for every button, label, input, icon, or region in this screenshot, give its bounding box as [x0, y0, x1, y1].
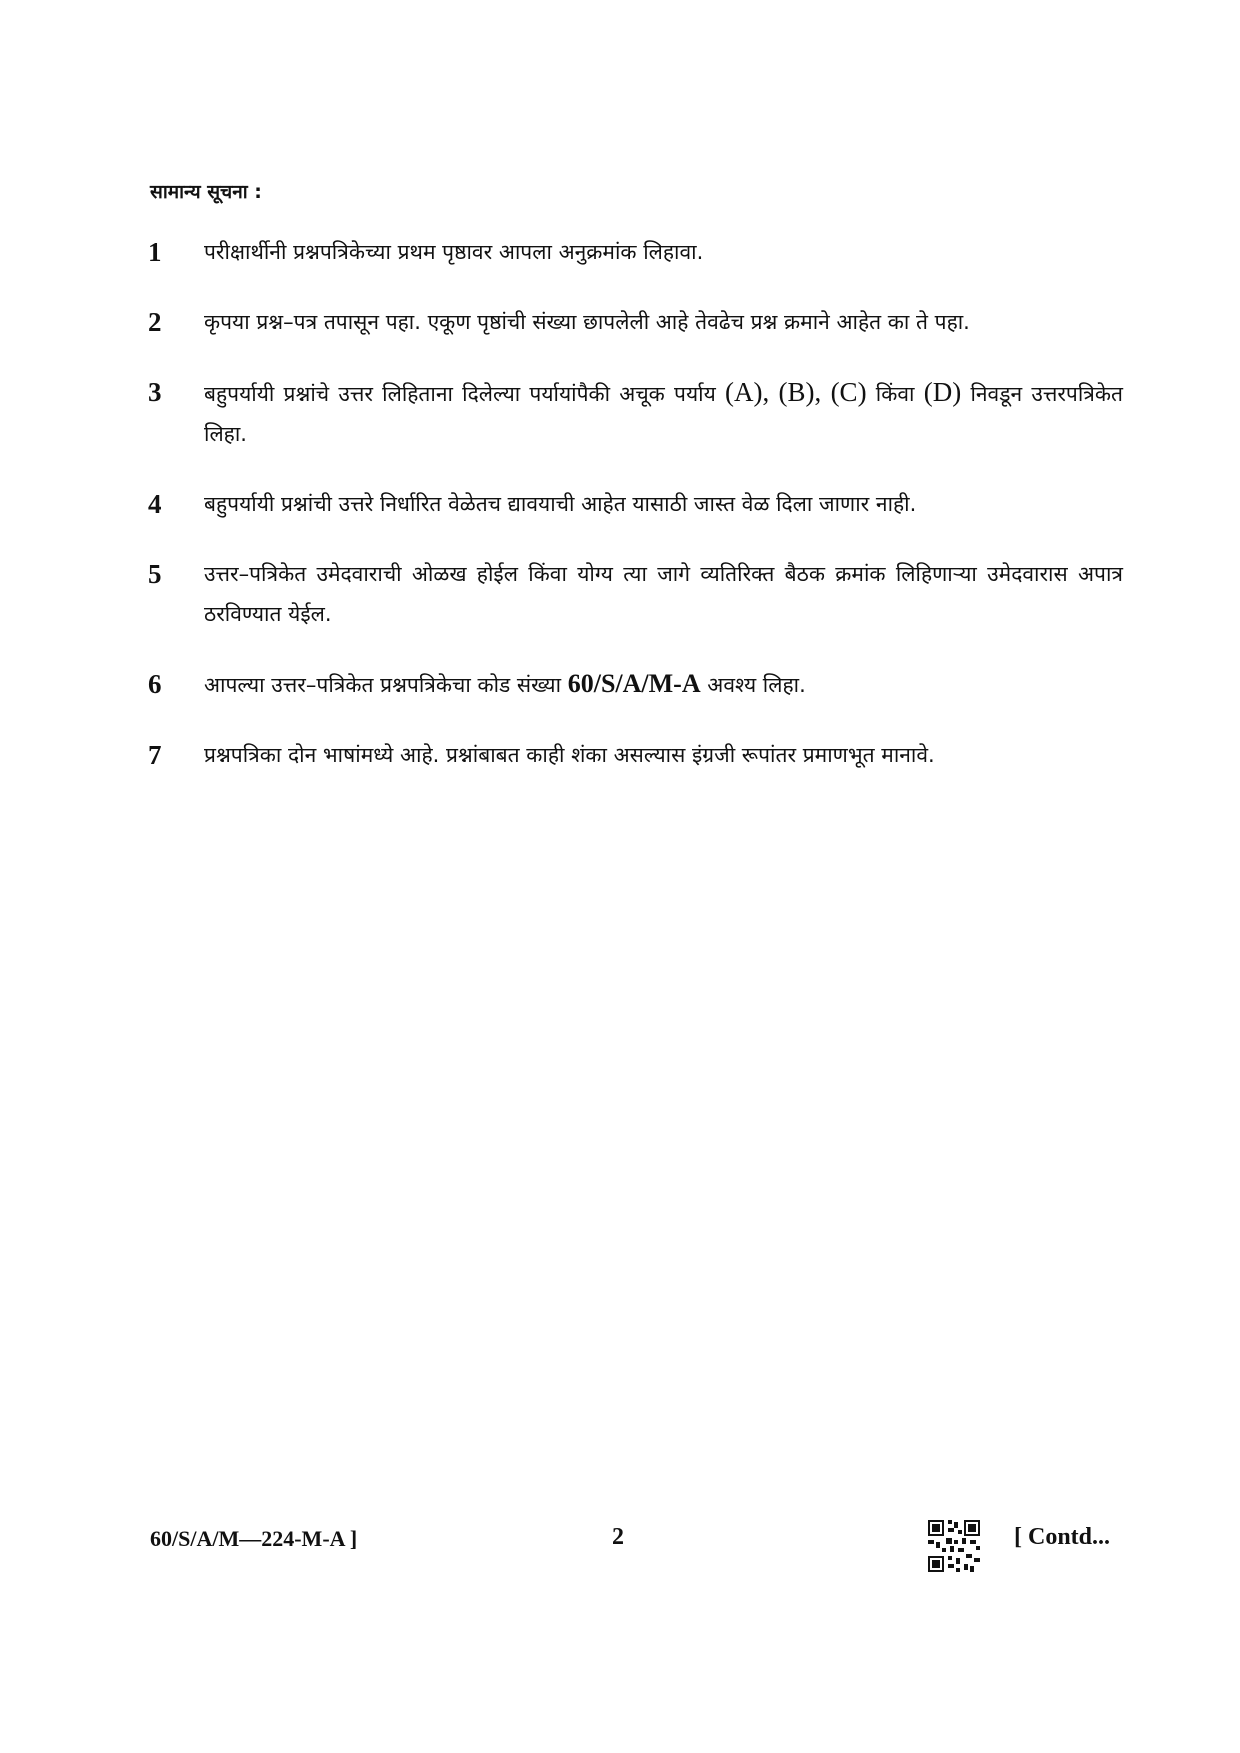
instruction-item [148, 302, 1123, 342]
instruction-number: 4 [148, 489, 162, 519]
instruction-item [148, 554, 1123, 634]
instruction-text: उत्तर–पत्रिकेत उमेदवाराची ओळख होईल किंवा योग्य त्या जागे व्यतिरिक्त बैठक क्रमांक लिहिणाऱ्या उमेदवारास अपात्र ठरविण्यात येईल. [204, 562, 1123, 626]
instruction-text-part: किंवा [875, 382, 915, 406]
footer-paper-code: 60/S/A/M—224-M-A ] [150, 1526, 358, 1551]
instruction-item [148, 484, 1123, 524]
instruction-item [148, 232, 1123, 272]
instruction-item [148, 664, 1123, 705]
instruction-number: 2 [148, 307, 162, 337]
instruction-number: 6 [148, 669, 162, 699]
instructions-heading: सामान्य सूचना : [150, 181, 262, 203]
instruction-text-part: निवडून उत्तरपत्रिकेत लिहा. [204, 382, 1123, 446]
instruction-item [148, 735, 1123, 775]
question-paper-code: 60/S/A/M-A [567, 669, 701, 698]
instruction-text: कृपया प्रश्न–पत्र तपासून पहा. एकूण पृष्ठांची संख्या छापलेली आहे तेवढेच प्रश्न क्रमाने आहेत का ते पहा. [204, 310, 970, 334]
instruction-text: परीक्षार्थीनी प्रश्नपत्रिकेच्या प्रथम पृष्ठावर आपला अनुक्रमांक लिहावा. [204, 240, 704, 264]
instruction-text-part: आपल्या उत्तर–पत्रिकेत प्रश्नपत्रिकेचा कोड संख्या [204, 673, 562, 697]
instruction-text: बहुपर्यायी प्रश्नांची उत्तरे निर्धारित वेळेतच द्यावयाची आहेत यासाठी जास्त वेळ दिला जाणार नाही. [204, 492, 917, 516]
instruction-text-part: बहुपर्यायी प्रश्नांचे उत्तर लिहिताना दिलेल्या पर्यायांपैकी अचूक पर्याय [204, 382, 716, 406]
instruction-number: 7 [148, 740, 162, 770]
instructions-list [148, 232, 1123, 805]
continued-label: [ Contd... [1014, 1524, 1111, 1550]
instruction-text [204, 372, 1123, 454]
answer-option-d: (D) [923, 377, 962, 407]
qr-code-icon [926, 1518, 982, 1574]
answer-options: (A), (B), (C) [725, 377, 867, 407]
instruction-text-part: अवश्य लिहा. [707, 673, 806, 697]
instruction-text [204, 664, 1123, 705]
instruction-number: 5 [148, 559, 162, 589]
instruction-item [148, 372, 1123, 454]
instruction-number: 1 [148, 237, 162, 267]
page-number: 2 [612, 1524, 624, 1550]
instruction-number: 3 [148, 377, 162, 407]
instruction-text: प्रश्नपत्रिका दोन भाषांमध्ये आहे. प्रश्नांबाबत काही शंका असल्यास इंग्रजी रूपांतर प्रमाणभूत मानावे. [204, 743, 935, 767]
